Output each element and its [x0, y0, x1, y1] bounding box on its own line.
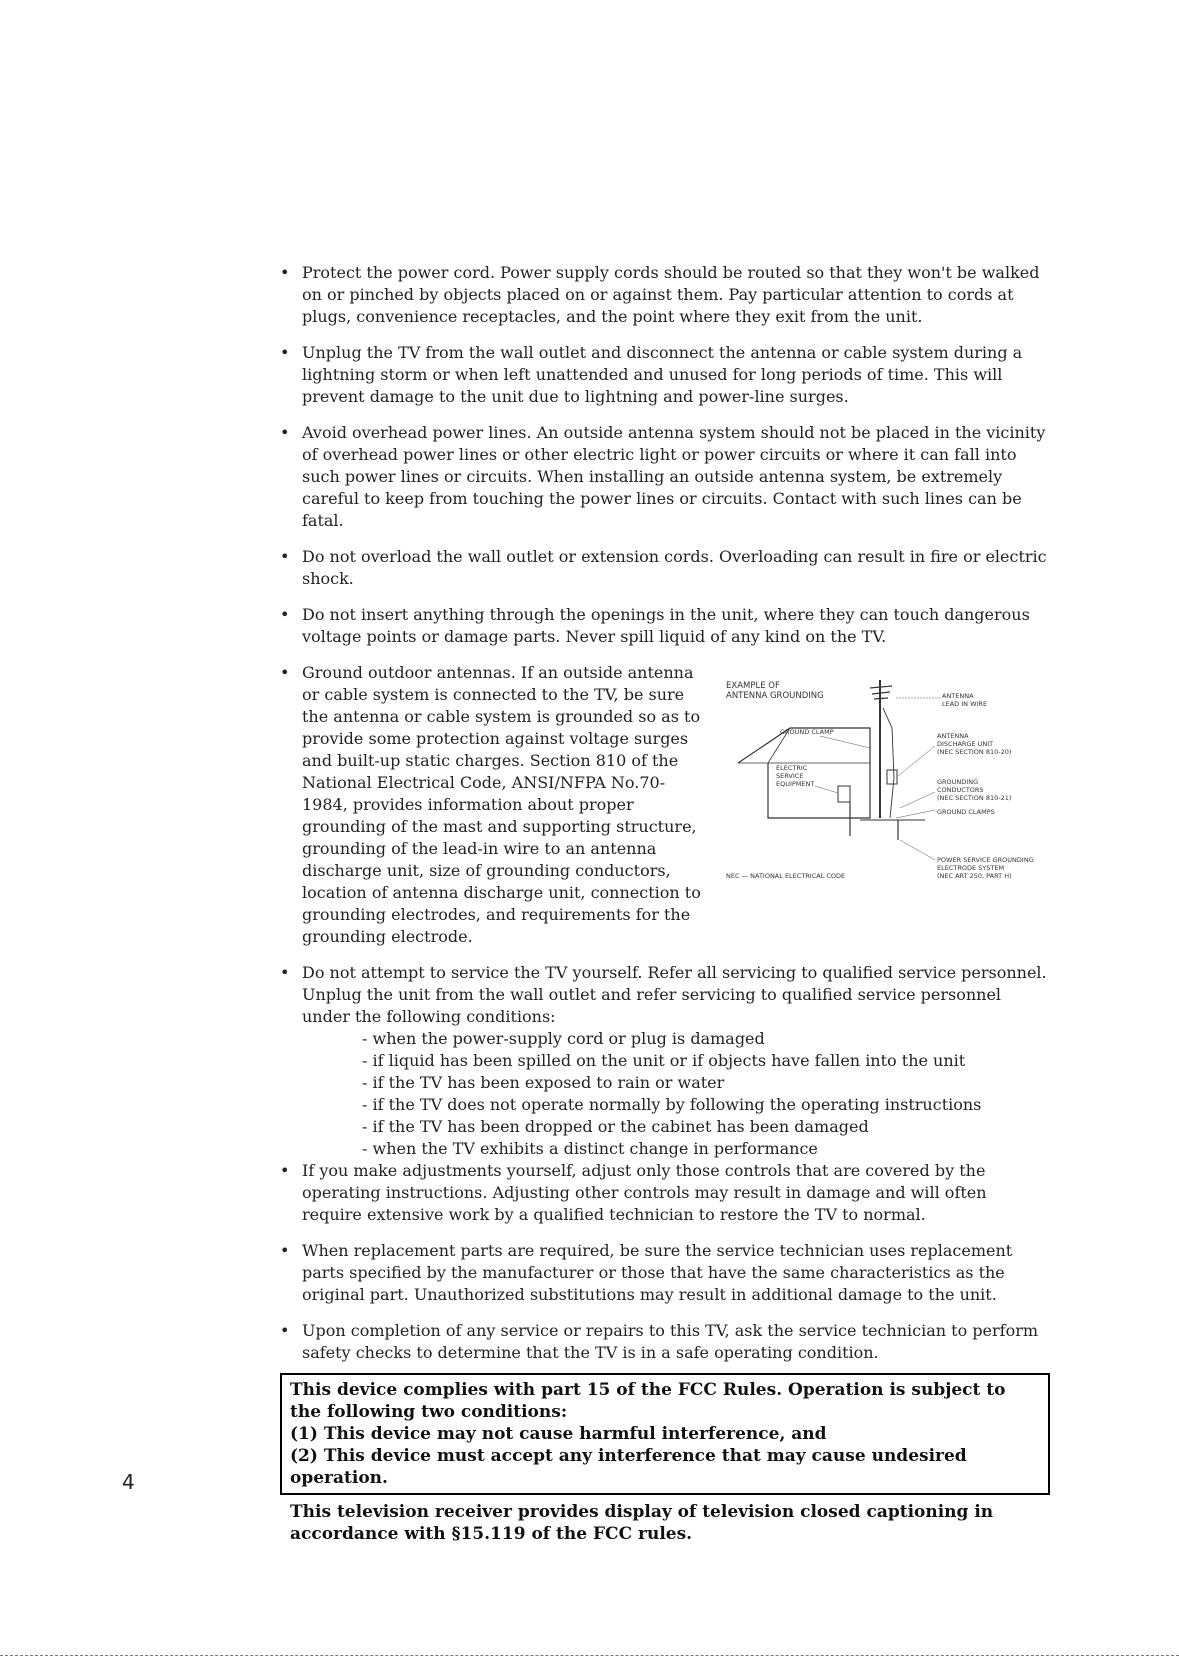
label-ground-clamps: GROUND CLAMPS	[937, 808, 995, 816]
label-electrode-system: ELECTRODE SYSTEM	[937, 864, 1005, 872]
bullet-dot: •	[280, 547, 290, 566]
paragraph-text: Unplug the TV from the wall outlet and disconnect the antenna or cable system during a lightning storm or when left unattended and unused for long periods of time. This will prevent damage to the unit due to lightning and power-line surges.	[302, 343, 1023, 406]
bullet-ground-antennas	[280, 662, 710, 948]
antenna-grounding-illustration	[720, 668, 1050, 908]
fcc-line-2: (1) This device may not cause harmful interference, and	[290, 1424, 827, 1444]
label-power-service: POWER SERVICE GROUNDING	[937, 856, 1034, 864]
bullet-dot: •	[280, 963, 290, 982]
list-item: - when the power-supply cord or plug is damaged	[362, 1029, 765, 1048]
bullet-do-not-service	[280, 962, 1050, 1160]
list-item: - if liquid has been spilled on the unit or if objects have fallen into the unit	[362, 1051, 966, 1070]
label-grounding: GROUNDING	[937, 778, 979, 786]
paragraph-text: Protect the power cord. Power supply cords should be routed so that they won't be walked on or pinched by objects placed on or against them. Pay particular attention to cords at plugs, convenience receptacles, and the point where they exit from the unit.	[302, 263, 1040, 326]
bullet-adjustments	[280, 1160, 1050, 1226]
list-item: - if the TV has been dropped or the cabinet has been damaged	[362, 1117, 869, 1136]
bullet-dot: •	[280, 1161, 290, 1180]
list-item: - if the TV has been exposed to rain or water	[362, 1073, 725, 1092]
bullet-insert-objects	[280, 604, 1050, 648]
label-antenna: ANTENNA	[942, 692, 974, 700]
label-electric: ELECTRIC	[776, 764, 808, 772]
grounding-section	[280, 662, 1050, 948]
paragraph-text: When replacement parts are required, be sure the service technician uses replacement parts specified by the manufacturer or those that have the same characteristics as the original part. Unauthorized substitutions may result in additional damage to the unit.	[302, 1241, 1013, 1304]
bullet-replacement-parts	[280, 1240, 1050, 1306]
paragraph-text: Avoid overhead power lines. An outside antenna system should not be placed in the vicinity of overhead power lines or other electric light or power circuits or where it can fall into such power lines or circuits. When installing an outside antenna system, be extremely careful to keep from touching the power lines or circuits. Contact with such lines can be fatal.	[302, 423, 1046, 530]
bullet-safety-check	[280, 1320, 1050, 1364]
bullet-dot: •	[280, 605, 290, 624]
page-number: 4	[122, 1470, 135, 1494]
bullet-unplug-lightning	[280, 342, 1050, 408]
fcc-line-1: This device complies with part 15 of the FCC Rules. Operation is subject to the following two conditions:	[290, 1380, 1006, 1422]
label-conductors: CONDUCTORS	[937, 786, 984, 794]
service-conditions-list	[362, 1028, 1050, 1160]
bullet-dot: •	[280, 423, 290, 442]
paragraph-text: If you make adjustments yourself, adjust only those controls that are covered by the operating instructions. Adjusting other controls may result in damage and will often require extensive work by a qualified technician to restore the TV to normal.	[302, 1161, 987, 1224]
fcc-spacer	[290, 1489, 1040, 1501]
label-discharge-section: (NEC SECTION 810-20)	[937, 748, 1012, 756]
antenna-grounding-diagram	[720, 668, 1050, 908]
label-discharge-antenna: ANTENNA	[937, 732, 969, 740]
bullet-dot: •	[280, 1241, 290, 1260]
bullet-dot: •	[280, 1321, 290, 1340]
bullet-overload	[280, 546, 1050, 590]
diagram-title-line2: ANTENNA GROUNDING	[726, 691, 824, 701]
label-nec-note: NEC — NATIONAL ELECTRICAL CODE	[726, 872, 846, 880]
label-lead-in-wire: LEAD IN WIRE	[942, 700, 988, 708]
list-item: - when the TV exhibits a distinct change in performance	[362, 1139, 818, 1158]
bullet-dot: •	[280, 343, 290, 362]
label-equipment: EQUIPMENT	[776, 780, 815, 788]
footer-divider	[0, 1655, 1179, 1656]
fcc-compliance-notice	[280, 1373, 1050, 1544]
bullet-protect-power-cord	[280, 262, 1050, 328]
label-ground-clamp: GROUND CLAMP	[780, 728, 834, 736]
label-conductors-section: (NEC SECTION 810-21)	[937, 794, 1012, 802]
bullet-overhead-power-lines	[280, 422, 1050, 532]
bullet-dot: •	[280, 263, 290, 282]
label-service: SERVICE	[776, 772, 804, 780]
fcc-line-4: This television receiver provides display of television closed captioning in accordance with §15.119 of the FCC rules.	[290, 1502, 994, 1544]
fcc-line-3: (2) This device must accept any interference that may cause undesired operation.	[290, 1446, 967, 1488]
paragraph-text: Upon completion of any service or repairs to this TV, ask the service technician to perform safety checks to determine that the TV is in a safe operating condition.	[302, 1321, 1039, 1362]
label-discharge-unit: DISCHARGE UNIT	[937, 740, 994, 748]
safety-instructions	[280, 262, 1050, 1364]
list-item: - if the TV does not operate normally by following the operating instructions	[362, 1095, 982, 1114]
paragraph-text: Do not attempt to service the TV yourself. Refer all servicing to qualified service personnel. Unplug the unit from the wall outlet and refer servicing to qualified service personnel under the following conditions:	[302, 963, 1047, 1026]
bullet-dot: •	[280, 663, 290, 682]
label-nec-art: (NEC ART 250, PART H)	[937, 872, 1012, 880]
diagram-title-line1: EXAMPLE OF	[726, 681, 780, 691]
paragraph-text: Do not overload the wall outlet or extension cords. Overloading can result in fire or electric shock.	[302, 547, 1047, 588]
paragraph-text: Ground outdoor antennas. If an outside antenna or cable system is connected to the TV, be sure the antenna or cable system is grounded so as to provide some protection against voltage surges and built-up static charges. Section 810 of the National Electrical Code, ANSI/NFPA No.70-1984, provides information about proper grounding of the mast and supporting structure, grounding of the lead-in wire to an antenna discharge unit, size of grounding conductors, location of antenna discharge unit, connection to grounding electrodes, and requirements for the grounding electrode.	[302, 663, 701, 946]
paragraph-text: Do not insert anything through the openings in the unit, where they can touch dangerous voltage points or damage parts. Never spill liquid of any kind on the TV.	[302, 605, 1030, 646]
